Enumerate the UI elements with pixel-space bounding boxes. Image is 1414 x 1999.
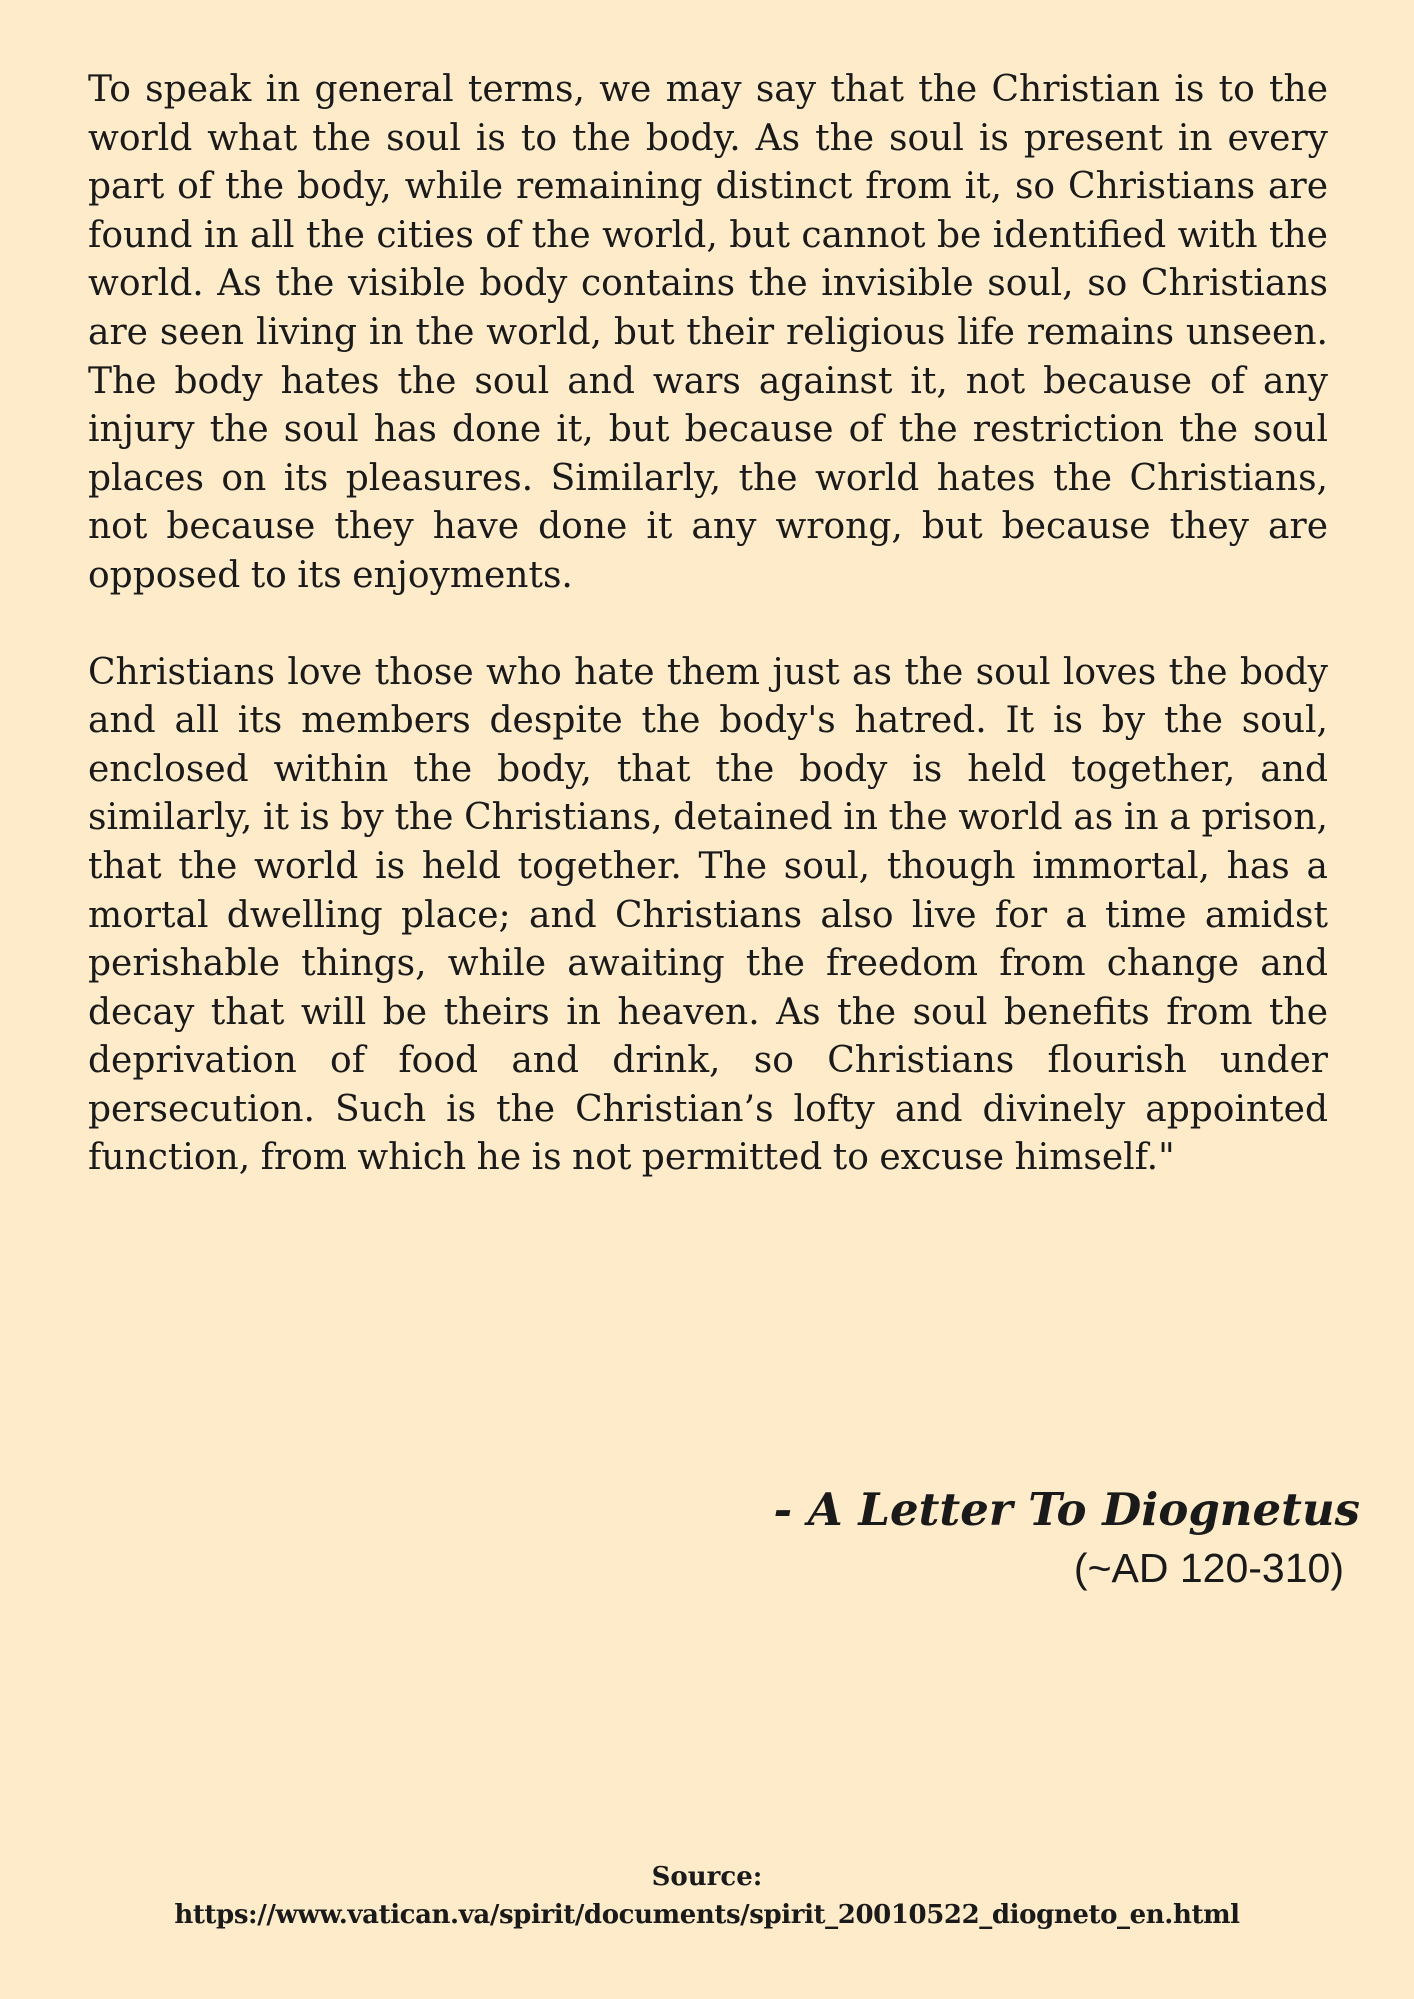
source-citation: [0, 1858, 1414, 1934]
source-url: https://www.vatican.va/spirit/documents/spirit_20010522_diogneto_en.html: [174, 1900, 1240, 1930]
quote-paragraph-2: Christians love those who hate them just as the soul loves the body and all its members despite the body's hatred. It is by the soul, enclosed within the body, that the body is held together, and similarly, it is by the Christians, detained in the world as in a prison, that the world is held together. The soul, though immortal, has a mortal dwelling place; and Christians also live for a time amidst perishable things, while awaiting the freedom from change and decay that will be theirs in heaven. As the soul benefits from the deprivation of food and drink, so Christians flourish under persecution. Such is the Christian’s lofty and divinely appointed function, from which he is not permitted to excuse himself.": [88, 651, 1328, 1179]
attribution: [773, 1480, 1360, 1596]
attribution-title: - A Letter To Diognetus: [773, 1483, 1360, 1536]
source-label: Source:: [651, 1862, 763, 1892]
quote-body: [88, 66, 1328, 1183]
quote-paragraph-1: To speak in general terms, we may say that the Christian is to the world what the soul is to the body. As the soul is present in every part of the body, while remaining distinct from it, so Christians are found in all the cities of the world, but cannot be identified with the world. As the visible body contains the invisible soul, so Christians are seen living in the world, but their religious life remains unseen. The body hates the soul and wars against it, not because of any injury the soul has done it, but because of the restriction the soul places on its pleasures. Similarly, the world hates the Christians, not because they have done it any wrong, but because they are opposed to its enjoyments.: [88, 69, 1328, 596]
attribution-date: (~AD 120-310): [1073, 1545, 1344, 1591]
